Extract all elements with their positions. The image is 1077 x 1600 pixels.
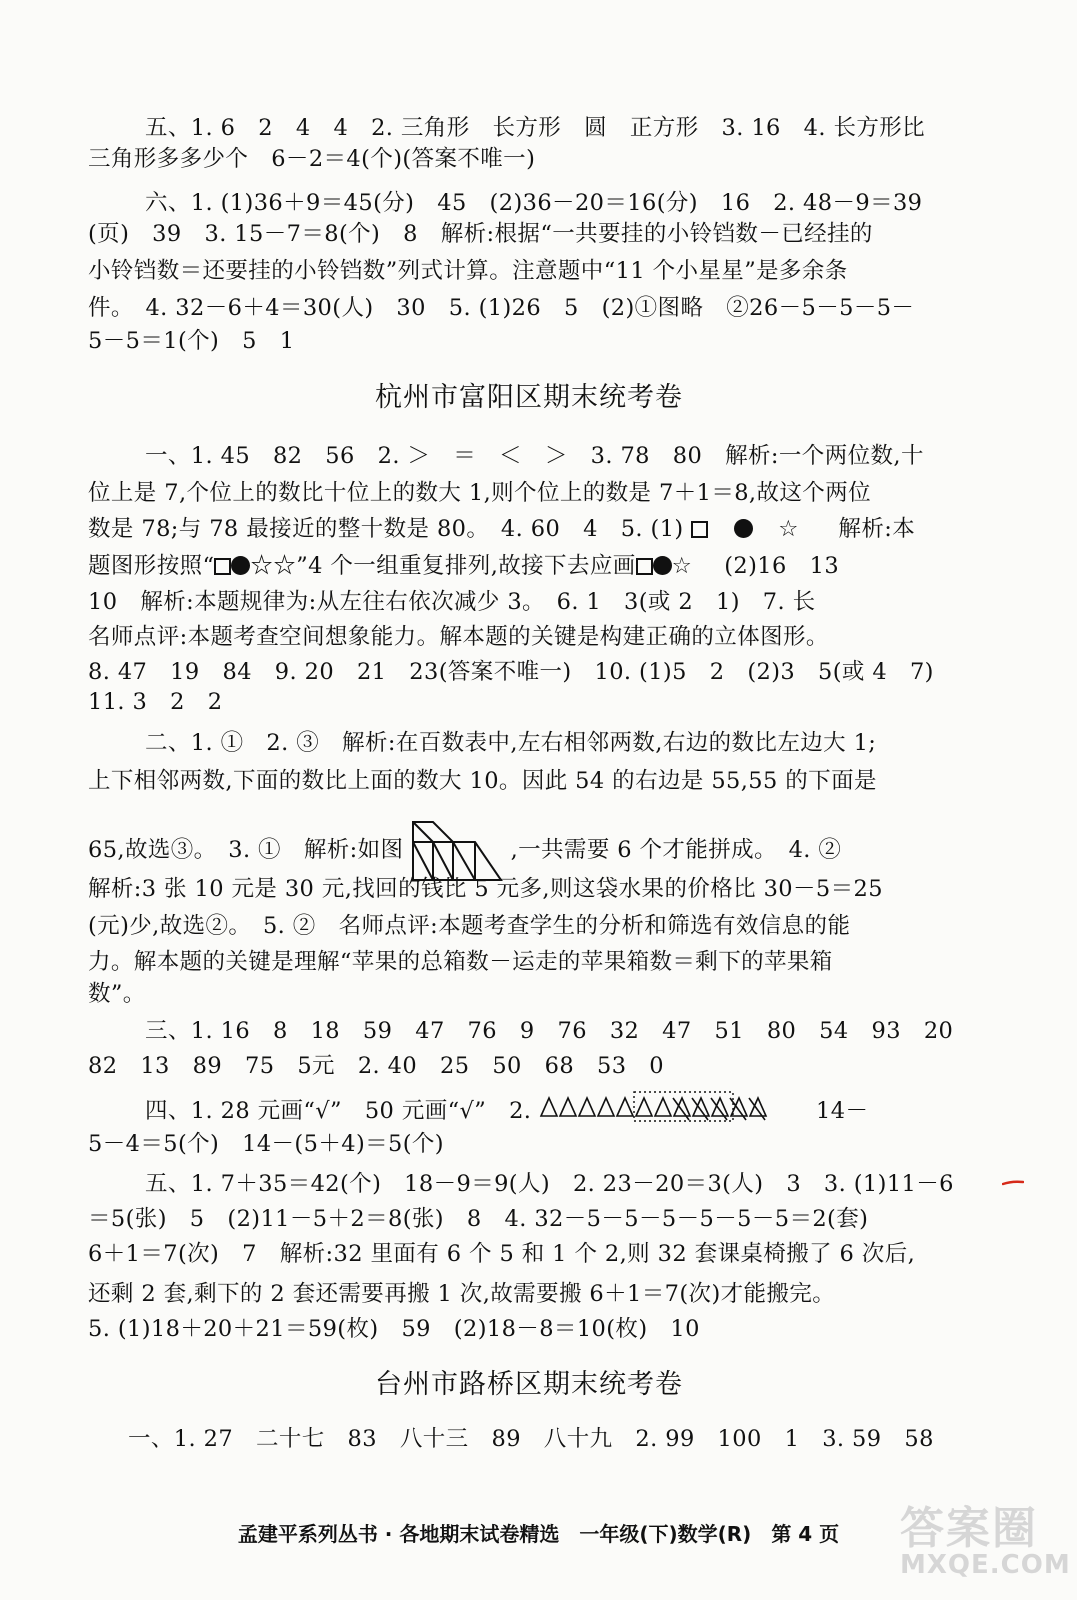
text-line: 5－5＝1(个) 5 1 xyxy=(88,328,295,354)
star-shape: ☆☆ xyxy=(250,553,297,579)
star-shape: ☆ xyxy=(671,553,693,579)
text-line-with-shapes xyxy=(88,513,915,545)
text-segment: (2)16 13 xyxy=(724,553,840,579)
text-segment: 解析:本 xyxy=(838,516,916,542)
text-line: (元)少,故选②。 5. ② 名师点评:本题考查学生的分析和筛选有效信息的能 xyxy=(88,913,851,939)
text-line: 件。 4. 32－6＋4＝30(人) 30 5. (1)26 5 (2)①图略 ②26－5－5－5－ xyxy=(88,295,915,321)
square-shape xyxy=(691,521,708,538)
star-shape: ☆ xyxy=(778,516,799,542)
text-line: 上下相邻两数,下面的数比上面的数大 10。因此 54 的右边是 55,55 的下面是 xyxy=(88,768,877,794)
section-title: 杭州市富阳区期末统考卷 xyxy=(375,382,683,413)
text-line: 五、1. 7＋35＝42(个) 18－9＝9(人) 2. 23－20＝3(人) 3 3. (1)11－6 xyxy=(145,1171,954,1197)
watermark-text: 答案圈 xyxy=(900,1503,1038,1554)
circle-shape xyxy=(231,556,250,575)
text-segment: 题图形按照“ xyxy=(88,553,215,579)
red-pen-mark xyxy=(1002,1180,1024,1186)
square-shape xyxy=(636,558,653,575)
text-line: 5－4＝5(个) 14－(5＋4)＝5(个) xyxy=(88,1131,444,1157)
text-line: 11. 3 2 2 xyxy=(88,689,223,715)
text-line: 位上是 7,个位上的数比十位上的数大 1,则个位上的数是 7＋1＝8,故这个两位 xyxy=(88,480,871,506)
text-segment: 14－ xyxy=(816,1098,869,1124)
triangles-figure xyxy=(539,1088,769,1122)
text-line: 一、1. 45 82 56 2. ＞ ＝ ＜ ＞ 3. 78 80 解析:一个两位数,十 xyxy=(145,443,924,469)
text-line: 数”。 xyxy=(88,981,146,1007)
text-line: 二、1. ① 2. ③ 解析:在百数表中,左右相邻两数,右边的数比左边大 1; xyxy=(145,730,877,756)
text-line: 6＋1＝7(次) 7 解析:32 里面有 6 个 5 和 1 个 2,则 32 套课桌椅搬了 6 次后, xyxy=(88,1241,916,1267)
text-line: 名师点评:本题考查空间想象能力。解本题的关键是构建正确的立体图形。 xyxy=(88,624,829,650)
text-line: (页) 39 3. 15－7＝8(个) 8 解析:根据“一共要挂的小铃铛数－已经挂的 xyxy=(88,221,873,247)
text-line: 三角形多多少个 6－2＝4(个)(答案不唯一) xyxy=(88,146,536,172)
text-line: 六、1. (1)36＋9＝45(分) 45 (2)36－20＝16(分) 16 2. 48－9＝39 xyxy=(145,190,923,216)
text-line: 82 13 89 75 5元 2. 40 25 50 68 53 0 xyxy=(88,1053,665,1079)
text-line: 小铃铛数＝还要挂的小铃铛数”列式计算。注意题中“11 个小星星”是多余条 xyxy=(88,258,848,284)
text-line: 10 解析:本题规律为:从左往右依次减少 3。 6. 1 3(或 2 1) 7. 长 xyxy=(88,589,816,615)
page-footer: 孟建平系列丛书 · 各地期末试卷精选 一年级(下)数学(R) 第 4 页 xyxy=(237,1522,840,1546)
text-line: ＝5(张) 5 (2)11－5＋2＝8(张) 8 4. 32－5－5－5－5－5－5＝2(套) xyxy=(88,1206,869,1232)
text-segment: 数是 78;与 78 最接近的整十数是 80。 4. 60 4 5. (1) xyxy=(88,516,684,542)
text-segment: 65,故选③。 3. ① 解析:如图 xyxy=(88,837,404,863)
text-line: 一、1. 27 二十七 83 八十三 89 八十九 2. 99 100 1 3. 59 58 xyxy=(128,1426,934,1452)
circle-shape xyxy=(734,519,753,538)
watermark-url: MXQE.COM xyxy=(900,1550,1071,1580)
text-line: 五、1. 6 2 4 4 2. 三角形 长方形 圆 正方形 3. 16 4. 长方形比 xyxy=(145,115,926,141)
text-line: 8. 47 19 84 9. 20 21 23(答案不唯一) 10. (1)5 2 (2)3 5(或 4 7) xyxy=(88,659,934,685)
watermark-logo xyxy=(900,1492,1071,1592)
circle-shape xyxy=(653,556,672,575)
text-line: 三、1. 16 8 18 59 47 76 9 76 32 47 51 80 54 93 20 xyxy=(145,1018,954,1044)
text-segment: ”4 个一组重复排列,故接下去应画 xyxy=(296,553,636,579)
text-line: 解析:3 张 10 元是 30 元,找回的钱比 5 元多,则这袋水果的价格比 30－5＝25 xyxy=(88,876,883,902)
section-title: 台州市路桥区期末统考卷 xyxy=(375,1369,683,1400)
text-segment: ,一共需要 6 个才能拼成。 4. ② xyxy=(510,837,842,863)
text-line-with-shapes xyxy=(88,550,839,582)
text-line: 5. (1)18＋20＋21＝59(枚) 59 (2)18－8＝10(枚) 10 xyxy=(88,1316,700,1342)
text-line: 还剩 2 套,剩下的 2 套还需要再搬 1 次,故需要搬 6＋1＝7(次)才能搬完。 xyxy=(88,1281,836,1307)
square-shape xyxy=(214,558,231,575)
text-segment: 四、1. 28 元画“√” 50 元画“√” 2. xyxy=(145,1098,532,1124)
text-line: 力。解本题的关键是理解“苹果的总箱数－运走的苹果箱数＝剩下的苹果箱 xyxy=(88,949,833,975)
text-line-with-triangles xyxy=(145,1088,868,1127)
